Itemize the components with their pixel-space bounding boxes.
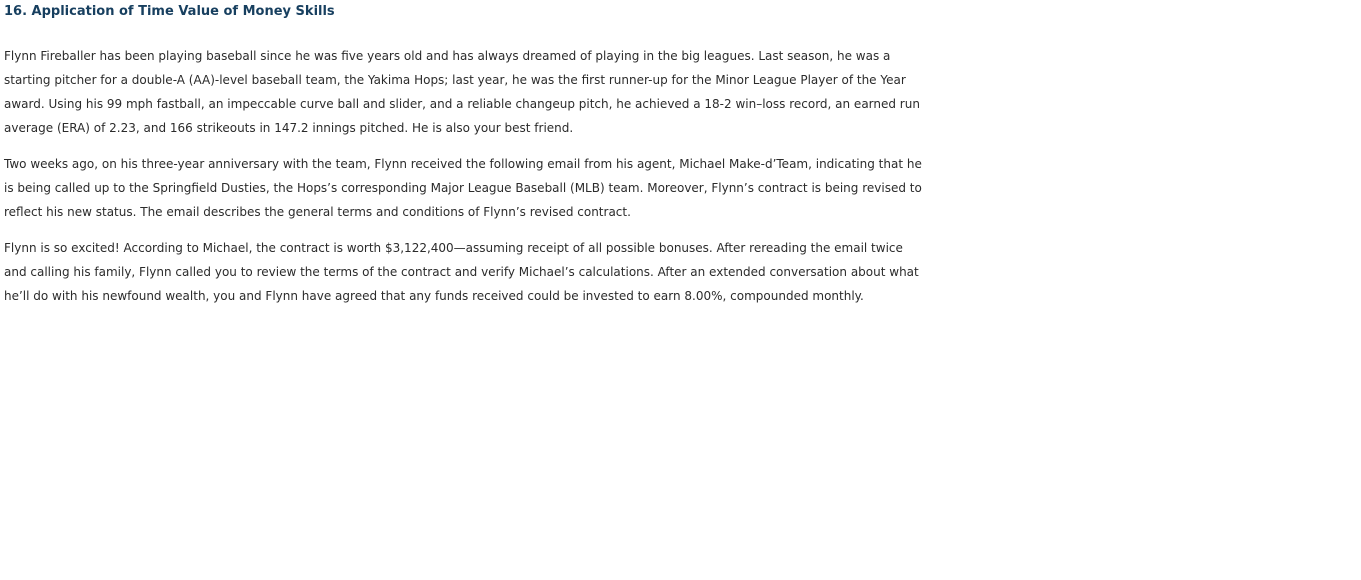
question-body (4, 44, 924, 308)
question-title: 16. Application of Time Value of Money Skills (4, 4, 335, 19)
paragraph-email: Two weeks ago, on his three-year anniversary with the team, Flynn received the following email from his agent, Michael Make-d’Team, indicating that he is being called up to the Springfield Dusties, the Hops’s corresponding Major League Baseball (MLB) team. Moreover, Flynn’s contract is being revised to reflect his new status. The email describes the general terms and conditions of Flynn’s revised contract. (4, 157, 922, 219)
paragraph-contract: Flynn is so excited! According to Michael, the contract is worth $3,122,400—assuming receipt of all possible bonuses. After rereading the email twice and calling his family, Flynn called you to review the terms of the contract and verify Michael’s calculations. After an extended conversation about what he’ll do with his newfound wealth, you and Flynn have agreed that any funds received could be invested to earn 8.00%, compounded monthly. (4, 241, 919, 303)
paragraph-intro: Flynn Fireballer has been playing baseball since he was five years old and has always dreamed of playing in the big leagues. Last season, he was a starting pitcher for a double-A (AA)-level baseball team, the Yakima Hops; last year, he was the first runner-up for the Minor League Player of the Year award. Using his 99 mph fastball, an impeccable curve ball and slider, and a reliable changeup pitch, he achieved a 18-2 win–loss record, an earned run average (ERA) of 2.23, and 166 strikeouts in 147.2 innings pitched. He is also your best friend. (4, 49, 920, 135)
